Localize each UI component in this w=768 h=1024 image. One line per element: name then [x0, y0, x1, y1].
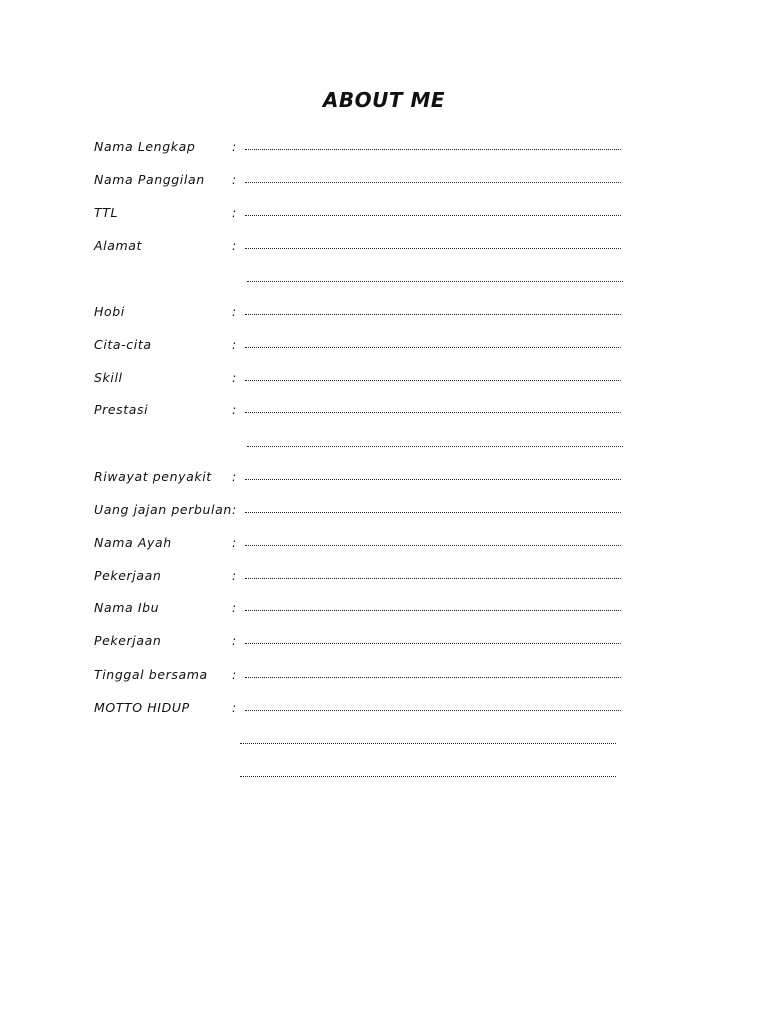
field-label: Pekerjaan	[94, 633, 162, 648]
field-colon: :	[232, 205, 237, 220]
field-nama-ayah	[94, 533, 634, 553]
field-fill-line[interactable]	[245, 512, 621, 513]
field-fill-line[interactable]	[245, 643, 621, 644]
field-fill-line[interactable]	[245, 182, 621, 183]
prestasi-continuation-line[interactable]	[247, 446, 623, 447]
field-label: Tinggal bersama	[94, 667, 208, 682]
field-label: Uang jajan perbulan	[94, 502, 232, 517]
field-colon: :	[232, 667, 237, 682]
field-skill	[94, 368, 634, 388]
field-tinggal-bersama	[94, 665, 634, 685]
field-fill-line[interactable]	[245, 215, 621, 216]
field-colon: :	[232, 568, 237, 583]
field-fill-line[interactable]	[245, 380, 621, 381]
field-label: Nama Lengkap	[94, 139, 196, 154]
motto-continuation-line-2[interactable]	[240, 776, 616, 777]
field-colon: :	[232, 172, 237, 187]
field-colon: :	[232, 600, 237, 615]
field-colon: :	[232, 502, 237, 517]
field-colon: :	[232, 469, 237, 484]
field-fill-line[interactable]	[245, 479, 621, 480]
field-prestasi	[94, 400, 634, 420]
field-motto-hidup	[94, 698, 634, 718]
field-fill-line[interactable]	[245, 610, 621, 611]
field-colon: :	[232, 337, 237, 352]
field-label: Riwayat penyakit	[94, 469, 212, 484]
field-colon: :	[232, 633, 237, 648]
field-fill-line[interactable]	[245, 149, 621, 150]
field-fill-line[interactable]	[245, 248, 621, 249]
field-pekerjaan-ayah	[94, 566, 634, 586]
field-fill-line[interactable]	[245, 545, 621, 546]
field-fill-line[interactable]	[245, 412, 621, 413]
field-label: Nama Panggilan	[94, 172, 205, 187]
field-pekerjaan-ibu	[94, 631, 634, 651]
field-alamat	[94, 236, 634, 256]
alamat-continuation-line[interactable]	[247, 281, 623, 282]
field-fill-line[interactable]	[245, 347, 621, 348]
field-nama-panggilan	[94, 170, 634, 190]
field-label: TTL	[94, 205, 119, 220]
field-label: MOTTO HIDUP	[94, 700, 190, 715]
field-cita-cita	[94, 335, 634, 355]
field-colon: :	[232, 238, 237, 253]
field-hobi	[94, 302, 634, 322]
field-colon: :	[232, 535, 237, 550]
motto-continuation-line-1[interactable]	[240, 743, 616, 744]
field-colon: :	[232, 402, 237, 417]
field-nama-lengkap	[94, 137, 634, 157]
field-fill-line[interactable]	[245, 710, 621, 711]
page-title: ABOUT ME	[322, 88, 446, 112]
field-fill-line[interactable]	[245, 677, 621, 678]
field-fill-line[interactable]	[245, 578, 621, 579]
field-colon: :	[232, 304, 237, 319]
field-label: Skill	[94, 370, 123, 385]
field-fill-line[interactable]	[245, 314, 621, 315]
field-label: Cita-cita	[94, 337, 152, 352]
field-colon: :	[232, 370, 237, 385]
field-riwayat-penyakit	[94, 467, 634, 487]
field-label: Alamat	[94, 238, 143, 253]
field-label: Pekerjaan	[94, 568, 162, 583]
field-label: Nama Ayah	[94, 535, 172, 550]
field-colon: :	[232, 139, 237, 154]
field-uang-jajan	[94, 500, 634, 520]
field-label: Hobi	[94, 304, 125, 319]
field-colon: :	[232, 700, 237, 715]
field-nama-ibu	[94, 598, 634, 618]
field-label: Prestasi	[94, 402, 149, 417]
field-ttl	[94, 203, 634, 223]
field-label: Nama Ibu	[94, 600, 160, 615]
